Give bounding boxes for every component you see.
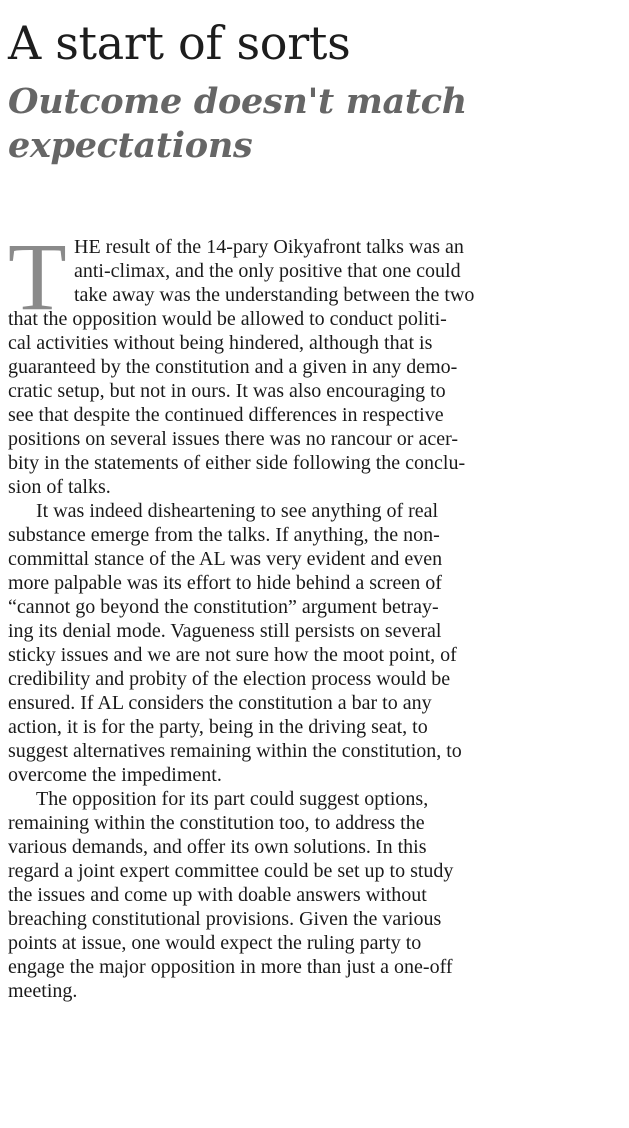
body-line: remaining within the constitution too, to address the bbox=[8, 812, 425, 834]
body-line: that the opposition would be allowed to conduct politi- bbox=[8, 308, 447, 330]
subheadline-line: expectations bbox=[8, 125, 253, 166]
body-line: “cannot go beyond the constitution” argument betray- bbox=[8, 596, 439, 618]
body-line: positions on several issues there was no rancour or acer- bbox=[8, 428, 459, 450]
body-line: regard a joint expert committee could be set up to study bbox=[8, 860, 454, 882]
paragraph-2 bbox=[8, 499, 606, 787]
body-line: take away was the understanding between the two bbox=[74, 284, 475, 306]
body-line: various demands, and offer its own solutions. In this bbox=[8, 836, 427, 858]
body-line: cratic setup, but not in ours. It was also encouraging to bbox=[8, 380, 446, 402]
paragraph-1 bbox=[8, 223, 606, 499]
body-line: sion of talks. bbox=[8, 476, 111, 498]
body-line: action, it is for the party, being in the driving seat, to bbox=[8, 716, 428, 738]
body-line: bity in the statements of either side following the conclu- bbox=[8, 452, 466, 474]
body-line: meeting. bbox=[8, 980, 78, 1002]
article-body bbox=[8, 223, 606, 1003]
body-line: more palpable was its effort to hide behind a screen of bbox=[8, 572, 442, 594]
body-line: cal activities without being hindered, although that is bbox=[8, 332, 433, 354]
subheadline-line: Outcome doesn't match bbox=[8, 81, 467, 122]
body-line: breaching constitutional provisions. Given the various bbox=[8, 908, 442, 930]
body-line: anti-climax, and the only positive that one could bbox=[74, 260, 461, 282]
article bbox=[8, 14, 606, 1002]
body-line: ensured. If AL considers the constitution a bar to any bbox=[8, 692, 432, 714]
body-line: the issues and come up with doable answers without bbox=[8, 884, 427, 906]
body-line: It was indeed disheartening to see anything of real bbox=[36, 500, 439, 522]
body-line: ing its denial mode. Vagueness still persists on several bbox=[8, 620, 442, 642]
body-line: points at issue, one would expect the ruling party to bbox=[8, 932, 422, 954]
headline: A start of sorts bbox=[8, 16, 351, 70]
paragraph-3 bbox=[8, 787, 606, 1003]
body-line: see that despite the continued differences in respective bbox=[8, 404, 444, 426]
body-line: engage the major opposition in more than just a one-off bbox=[8, 956, 453, 978]
drop-cap: T bbox=[8, 223, 67, 330]
body-line: credibility and probity of the election process would be bbox=[8, 668, 451, 690]
body-line: suggest alternatives remaining within the constitution, to bbox=[8, 740, 462, 762]
body-line: committal stance of the AL was very evident and even bbox=[8, 548, 443, 570]
body-line: overcome the impediment. bbox=[8, 764, 222, 786]
subheadline bbox=[8, 80, 606, 168]
body-line: guaranteed by the constitution and a given in any demo- bbox=[8, 356, 458, 378]
body-line: HE result of the 14-pary Oikyafront talks was an bbox=[74, 236, 464, 258]
body-line: The opposition for its part could suggest options, bbox=[36, 788, 429, 810]
body-line: substance emerge from the talks. If anything, the non- bbox=[8, 524, 440, 546]
body-line: sticky issues and we are not sure how the moot point, of bbox=[8, 644, 457, 666]
